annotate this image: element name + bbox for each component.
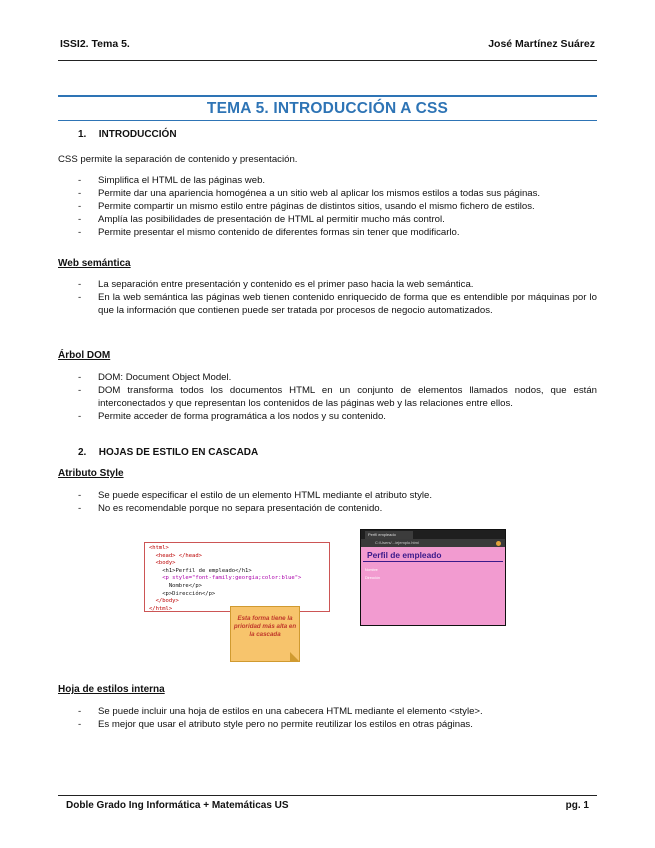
section-label: INTRODUCCIÓN: [98, 129, 177, 140]
footer-degree: Doble Grado Ing Informática + Matemáticas US: [66, 800, 289, 811]
header-course: ISSI2. Tema 5.: [60, 38, 130, 50]
intro-list: [58, 174, 597, 239]
list-item: - Se puede especificar el estilo de un elemento HTML mediante el atributo style.: [78, 490, 433, 501]
section-label: HOJAS DE ESTILO EN CASCADA: [98, 447, 259, 458]
code-line: <html>: [149, 545, 169, 551]
intro-paragraph: CSS permite la separación de contenido y presentación.: [58, 154, 298, 165]
page-header: [60, 38, 595, 54]
code-sample-figure: [144, 542, 330, 612]
list-item: - Es mejor que usar el atributo style pero no permite reutilizar los estilos en otras páginas.: [78, 719, 473, 730]
section-heading-introduccion: [78, 129, 177, 140]
list-item: - No es recomendable porque no separa presentación de contenido.: [78, 503, 383, 514]
list-item: - DOM: Document Object Model.: [78, 372, 232, 383]
header-author: José Martínez Suárez: [488, 38, 595, 50]
browser-address-bar: [361, 539, 505, 547]
arbol-dom-list: [58, 371, 597, 423]
hoja-interna-list: [58, 705, 597, 731]
code-line: </body>: [149, 598, 179, 605]
browser-tab-bar: [361, 530, 505, 539]
code-line: </html>: [149, 605, 173, 612]
list-item: - Simplifica el HTML de las páginas web.: [78, 175, 266, 186]
subheading-arbol-dom: Árbol DOM: [58, 350, 111, 361]
code-line: <p>Dirección</p>: [149, 590, 216, 597]
list-item: - En la web semántica las páginas web tienen contenido enriquecido de forma que es entendible por máquinas por lo que la información que contienen puede ser tratada por procesos de negocio automatizados.: [78, 292, 597, 316]
subheading-hoja-interna: Hoja de estilos interna: [58, 684, 165, 695]
code-line: <h1>Perfil de empleado</h1>: [149, 567, 252, 574]
page-fold-icon: [290, 652, 300, 662]
code-line: Nombre</p>: [149, 582, 202, 589]
atributo-style-list: [58, 489, 597, 515]
code-line: <head> </head>: [149, 552, 202, 559]
page-title: TEMA 5. INTRODUCCIÓN A CSS: [206, 100, 449, 117]
page-number: pg. 1: [565, 800, 589, 811]
list-item: - DOM transforma todos los documentos HTML en un conjunto de elementos llamados nodos, que están interconectados y que representan los contenidos de las páginas web y las relaciones entre ellos.: [78, 385, 597, 409]
web-semantica-list: [58, 278, 597, 317]
subheading-web-semantica: Web semántica: [58, 258, 131, 269]
footer-divider: [58, 795, 597, 796]
browser-tab: Perfil empleado: [365, 531, 413, 539]
browser-content: [361, 547, 505, 625]
browser-preview-figure: [360, 529, 506, 626]
title-bottom-rule: [58, 120, 597, 121]
profile-icon: [496, 541, 501, 546]
list-item: - La separación entre presentación y contenido es el primer paso hacia la web semántica.: [78, 279, 474, 290]
code-line: <body>: [149, 560, 176, 567]
browser-address-text: C:/Users/.../ejemplo.html: [375, 540, 419, 545]
list-item: - Se puede incluir una hoja de estilos en una cabecera HTML mediante el elemento <style>.: [78, 706, 483, 717]
list-item: - Permite presentar el mismo contenido de diferentes formas sin tener que modificarlo.: [78, 227, 460, 238]
rendered-line: Dirección: [365, 576, 380, 580]
list-item: - Amplía las posibilidades de presentación de HTML al permitir mucho más control.: [78, 214, 445, 225]
title-top-rule: [58, 95, 597, 97]
list-item: - Permite acceder de forma programática a los nodos y su contenido.: [78, 411, 386, 422]
section-number: 2.: [78, 447, 87, 458]
code-line: <p style="font-family:georgia;color:blue">: [149, 575, 302, 582]
sticky-note: [230, 606, 300, 662]
list-item: - Permite dar una apariencia homogénea a un sitio web al aplicar los mismos estilos a todas sus páginas.: [78, 188, 541, 199]
section-heading-hojas-estilo: [78, 447, 258, 458]
sticky-note-text: Esta forma tiene la prioridad más alta en la cascada: [233, 615, 297, 638]
rendered-heading: Perfil de empleado: [363, 547, 503, 562]
header-divider: [58, 60, 597, 61]
list-item: - Permite compartir un mismo estilo entre páginas de distintos sitios, usando el mismo fichero de estilos.: [78, 201, 535, 212]
rendered-line: Nombre: [365, 568, 378, 572]
section-number: 1.: [78, 129, 87, 140]
subheading-atributo-style: Atributo Style: [58, 468, 124, 479]
